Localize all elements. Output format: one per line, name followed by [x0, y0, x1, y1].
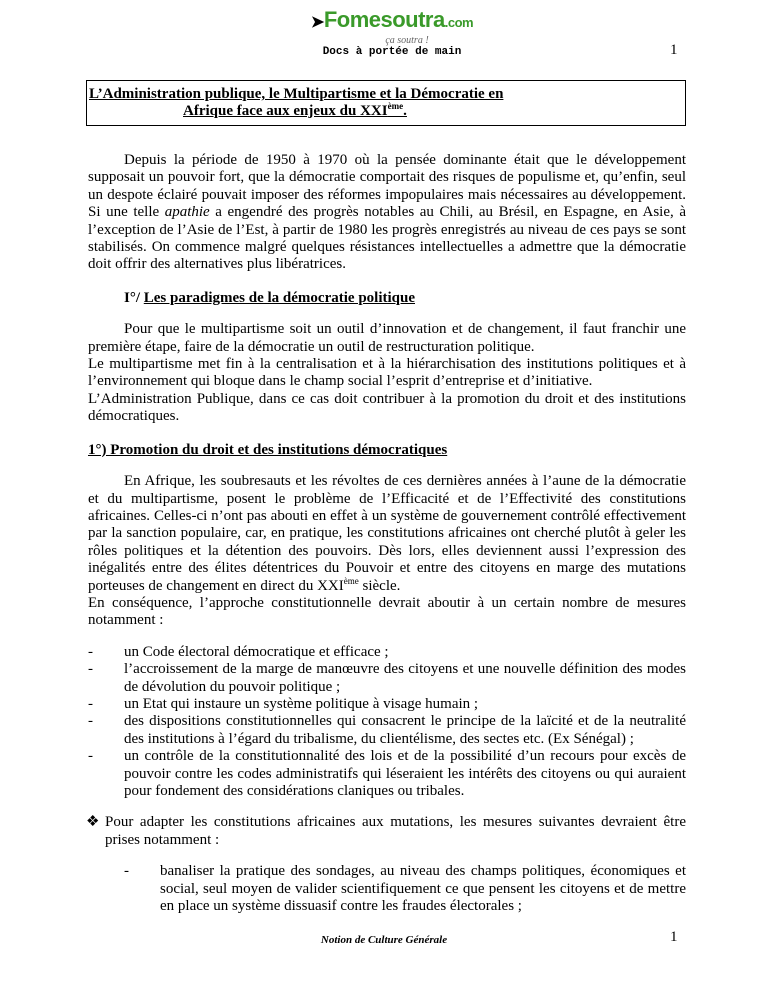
title-row-2	[89, 103, 683, 120]
heading-prefix: I°/	[124, 289, 144, 306]
para-line: Pour que le multipartisme soit un outil d’innovation et de changement, il faut franchir une première étape, faire de la démocratie un outil de restructuration politique.	[88, 321, 686, 355]
measures-list	[88, 644, 686, 801]
para-emphasis: apathie	[164, 204, 210, 221]
site-logo[interactable]	[292, 8, 492, 59]
para-text: Pour adapter les constitutions africaines aux mutations, les mesures suivantes devraient être prises notamment :	[105, 814, 686, 848]
header-page-number: 1	[670, 42, 678, 58]
para-text: siècle.	[358, 577, 401, 594]
title-line-1: L’Administration publique, le Multipartisme et la Démocratie en	[89, 86, 504, 102]
paragraph-multipartisme	[88, 321, 686, 425]
list-item: - un contrôle de la constitutionnalité des lois et de la possibilité d’un recours pour excès de pouvoir contre les codes administratifs qui léseraient les intérêts des citoyens ou qui auraient pour fondement des considérations claniques ou tribales.	[88, 748, 686, 800]
bird-icon: ➤	[310, 14, 324, 31]
para-line: En conséquence, l’approche constitutionnelle devrait aboutir à un certain nombre de mesures notamment :	[88, 594, 686, 629]
paragraph-promotion	[88, 473, 686, 630]
para-text: Depuis la période de 1950 à 1970 où la pensée dominante était que le développement supposait un pouvoir fort, que la démocratie comportait des risques de populisme et, qu’enfin, seul un despote éclairé pouvait imposer des réformes impopulaires mais nécessaires au développement. Si une telle	[88, 152, 686, 221]
list-item: - un Code électoral démocratique et efficace ;	[88, 644, 686, 661]
diamond-bullet-icon: ❖	[86, 814, 100, 831]
logo-brand-line	[292, 8, 492, 35]
section-heading-1	[124, 290, 686, 307]
page-header	[0, 0, 768, 80]
title-box	[86, 80, 686, 126]
title-sup: ème	[387, 101, 404, 111]
title-line-2-text: Afrique face aux enjeux du XXI	[183, 103, 388, 119]
para-line: Le multipartisme met fin à la centralisation et à la hiérarchisation des institutions politiques et à l’environnement qui bloque dans le champ social l’esprit d’entreprise et d’initiative.	[88, 356, 686, 390]
para-sup: ème	[343, 575, 359, 586]
footer-title: Notion de Culture Générale	[320, 934, 448, 947]
page-footer	[0, 929, 768, 969]
document-body	[88, 80, 686, 915]
heading-text: 1°) Promotion du droit et des institutions démocratiques	[88, 441, 448, 458]
heading-text: Les paradigmes de la démocratie politique	[143, 289, 415, 306]
adaptation-list	[124, 863, 686, 915]
para-line: L’Administration Publique, dans ce cas doit contribuer à la promotion du droit et des institutions démocratiques.	[88, 390, 686, 425]
title-end: .	[403, 103, 407, 119]
section-heading-2	[88, 442, 686, 459]
list-item: - des dispositions constitutionnelles qui consacrent le principe de la laïcité et de la neutralité des institutions à l’égard du tribalisme, du clientélisme, des sectes etc. (Ex Sénégal) ;	[88, 713, 686, 748]
footer-page-number: 1	[670, 929, 678, 946]
title-row-1	[89, 86, 683, 103]
logo-slogan: ça soutra !	[385, 35, 429, 46]
logo-domain: .com	[444, 15, 474, 30]
title-line-2	[183, 103, 407, 119]
paragraph-intro	[88, 152, 686, 274]
logo-brand: Fomesoutra	[323, 7, 445, 32]
para-text: En Afrique, les soubresauts et les révoltes de ces dernières années à l’aune de la démocratie et du multipartisme, posent le problème de l’Efficacité et de l’Effectivité des constitutions africaines. Celles-ci n’ont pas abouti en effet à un système de gouvernement contrôlé effectivement par la sanction populaire, car, en pratique, les constitutions africaines ont cherché plutôt à geler les rôles politiques et la détention des pouvoirs. Dès lors, elles deviennent aussi l’expression des inégalités entre des élites détentrices du Pouvoir et entre des citoyens en marge des mutations porteuses de changement en direct du XXI	[88, 473, 686, 594]
para-text: a engendré des progrès notables au Chili, au Brésil, en Espagne, en Asie, à l’exception de l’Asie de l’Est, à partir de 1980 les progrès enregistrés au niveau de ces pays se sont stabilisés. On commence malgré quelques résistances intellectuelles a admettre que la démocratie doit offrir des alternatives plus libératrices.	[88, 204, 686, 273]
logo-tagline: Docs à portée de main	[322, 46, 462, 58]
list-item: - un Etat qui instaure un système politique à visage humain ;	[88, 696, 686, 713]
list-item: - l’accroissement de la marge de manœuvre des citoyens et une nouvelle définition des modes de dévolution du pouvoir politique ;	[88, 661, 686, 696]
list-item: - banaliser la pratique des sondages, au niveau des champs politiques, économiques et social, seul moyen de valider scientifiquement ce que pensent les citoyens et de mettre en place un système dissuasif contre les fraudes électorales ;	[124, 863, 686, 915]
bullet-paragraph	[86, 814, 686, 849]
para-line	[88, 473, 686, 595]
